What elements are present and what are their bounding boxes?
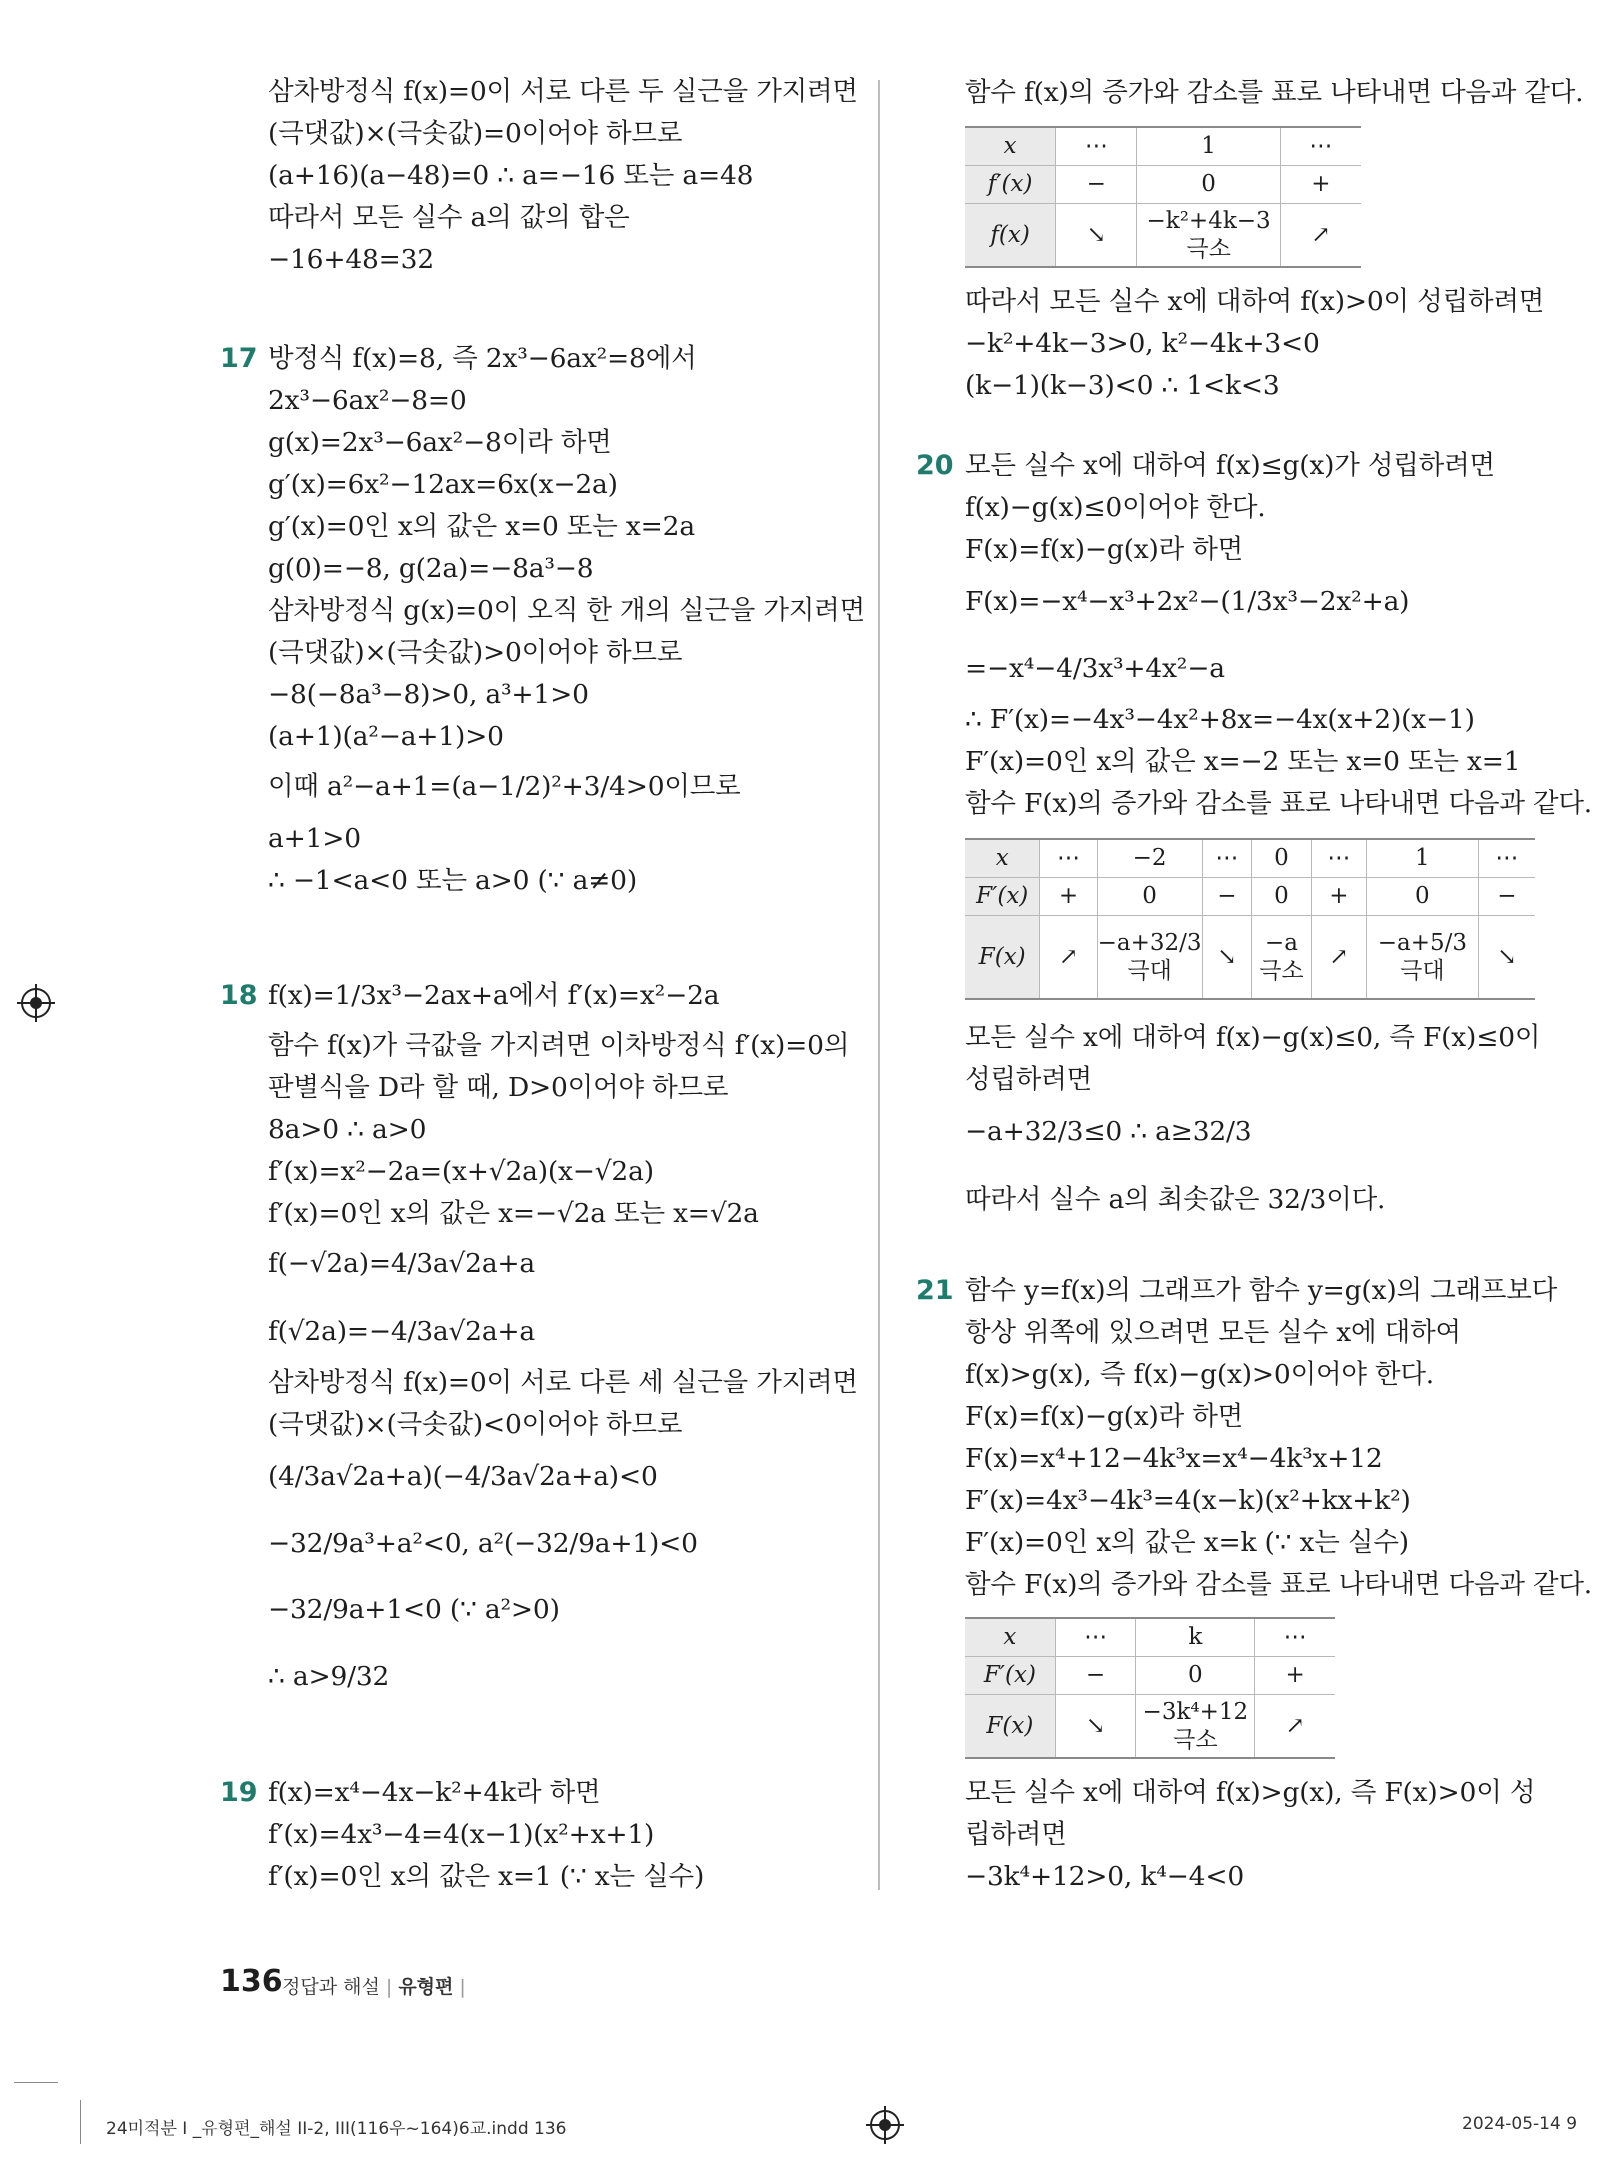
text-line: =−x⁴−4/3x³+4x²−a: [965, 653, 1225, 684]
text-line: 항상 위쪽에 있으려면 모든 실수 x에 대하여: [965, 1317, 1461, 1348]
text-line: g(x)=2x³−6ax²−8이라 하면: [268, 427, 612, 458]
text-line: 이때 a²−a+1=(a−1/2)²+3/4>0이므로: [268, 771, 741, 802]
table-header-cell: f′(x): [965, 165, 1056, 203]
table-header-cell: F(x): [965, 915, 1040, 999]
table-cell-value: −3k⁴+12: [1142, 1698, 1249, 1725]
table-header-cell: x: [965, 839, 1040, 877]
table-cell: [1137, 203, 1280, 267]
table-cell: −: [1202, 877, 1252, 915]
text-line: F(x)=−x⁴−x³+2x²−(1/3x³−2x²+a): [965, 586, 1410, 617]
table-header-cell: x: [965, 127, 1056, 165]
text-line: f′(x)=4x³−4=4(x−1)(x²+x+1): [268, 1819, 655, 1850]
table-cell: [1366, 915, 1478, 999]
text-line: f(x)>g(x), 즉 f(x)−g(x)>0이어야 한다.: [965, 1359, 1435, 1390]
table-cell: +: [1280, 165, 1361, 203]
table-cell: ⋯: [1478, 839, 1535, 877]
text-line: 함수 F(x)의 증가와 감소를 표로 나타내면 다음과 같다.: [965, 1569, 1592, 1600]
text-line: F′(x)=0인 x의 값은 x=−2 또는 x=0 또는 x=1: [965, 746, 1521, 777]
text-line: g′(x)=0인 x의 값은 x=0 또는 x=2a: [268, 511, 695, 542]
text-line: 삼차방정식 f(x)=0이 서로 다른 두 실근을 가지려면: [268, 76, 858, 107]
text-line: ∴ F′(x)=−4x³−4x²+8x=−4x(x+2)(x−1): [965, 704, 1475, 735]
text-line: −k²+4k−3>0, k²−4k+3<0: [965, 328, 1320, 359]
text-line: f(x)=x⁴−4x−k²+4k라 하면: [268, 1777, 601, 1808]
table-cell: 0: [1097, 877, 1202, 915]
problem-number: 17: [220, 343, 258, 374]
table-cell: ⋯: [1202, 839, 1252, 877]
text-line: F′(x)=4x³−4k³=4(x−k)(x²+kx+k²): [965, 1485, 1411, 1516]
table-cell: 0: [1136, 1656, 1255, 1694]
table-cell: [1136, 1694, 1255, 1758]
text-line: −32/9a³+a²<0, a²(−32/9a+1)<0: [268, 1528, 698, 1559]
crop-mark: [14, 2082, 58, 2083]
text-line: 립하려면: [965, 1819, 1067, 1850]
problem-number: 20: [916, 450, 954, 481]
table-cell: ⋯: [1280, 127, 1361, 165]
footer-book-label: 정답과 해설: [282, 1976, 380, 1998]
text-line: f(−√2a)=4/3a√2a+a: [268, 1248, 536, 1279]
table-cell: +: [1255, 1656, 1335, 1694]
column-divider: [878, 80, 880, 1890]
text-line: 모든 실수 x에 대하여 f(x)≤g(x)가 성립하려면: [965, 450, 1495, 481]
text-line: (극댓값)×(극솟값)>0이어야 하므로: [268, 637, 683, 668]
table-cell: −: [1055, 1656, 1136, 1694]
text-line: −a+32/3≤0 ∴ a≥32/3: [965, 1116, 1252, 1147]
table-header-cell: f(x): [965, 203, 1056, 267]
text-line: 함수 f(x)가 극값을 가지려면 이차방정식 f′(x)=0의: [268, 1030, 850, 1061]
table-cell: 1: [1366, 839, 1478, 877]
table-cell-value: −a+32/3: [1097, 929, 1202, 956]
text-line: 모든 실수 x에 대하여 f(x)>g(x), 즉 F(x)>0이 성: [965, 1777, 1536, 1808]
table-cell: 0: [1366, 877, 1478, 915]
text-line: −32/9a+1<0 (∵ a²>0): [268, 1594, 560, 1625]
text-line: F(x)=f(x)−g(x)라 하면: [965, 534, 1244, 565]
text-line: a+1>0: [268, 823, 361, 854]
text-line: ∴ −1<a<0 또는 a>0 (∵ a≠0): [268, 865, 637, 896]
table-cell-note: 극대: [1127, 957, 1172, 984]
text-line: f(√2a)=−4/3a√2a+a: [268, 1316, 536, 1347]
problem-number: 21: [916, 1275, 954, 1306]
text-line: (a+16)(a−48)=0 ∴ a=−16 또는 a=48: [268, 160, 754, 191]
table-cell: 0: [1252, 877, 1312, 915]
crop-mark: [80, 2100, 81, 2144]
table-cell: [1252, 915, 1312, 999]
table-cell: ⋯: [1255, 1618, 1335, 1656]
table-cell: ↗: [1285, 1712, 1305, 1739]
problem-number: 19: [220, 1777, 258, 1808]
text-line: F′(x)=0인 x의 값은 x=k (∵ x는 실수): [965, 1527, 1409, 1558]
text-line: −3k⁴+12>0, k⁴−4<0: [965, 1861, 1244, 1892]
text-line: 삼차방정식 g(x)=0이 오직 한 개의 실근을 가지려면: [268, 595, 865, 626]
table-cell: ⋯: [1056, 127, 1137, 165]
text-line: 함수 F(x)의 증가와 감소를 표로 나타내면 다음과 같다.: [965, 788, 1592, 819]
text-line: g′(x)=6x²−12ax=6x(x−2a): [268, 469, 618, 500]
registration-mark-icon: [870, 2110, 900, 2140]
table-cell: −2: [1097, 839, 1202, 877]
problem-number: 18: [220, 980, 258, 1011]
page-number: 136: [220, 1964, 283, 1999]
table-cell: ↗: [1311, 221, 1331, 248]
table-cell: ↗: [1311, 915, 1366, 999]
table-header-cell: x: [965, 1618, 1055, 1656]
text-line: (극댓값)×(극솟값)=0이어야 하므로: [268, 118, 683, 149]
table-cell: ↗: [1040, 915, 1097, 999]
table-cell: ⋯: [1311, 839, 1366, 877]
table-cell-note: 극소: [1259, 957, 1304, 984]
footer-label: 정답과 해설 | 유형편 |: [282, 1976, 466, 1998]
table-header-cell: F(x): [965, 1694, 1055, 1758]
text-line: F(x)=x⁴+12−4k³x=x⁴−4k³x+12: [965, 1443, 1383, 1474]
text-line: 따라서 모든 실수 a의 값의 합은: [268, 202, 630, 233]
text-line: −8(−8a³−8)>0, a³+1>0: [268, 679, 589, 710]
registration-mark-icon: [21, 988, 51, 1018]
text-line: 함수 y=f(x)의 그래프가 함수 y=g(x)의 그래프보다: [965, 1275, 1558, 1306]
variation-table: [965, 838, 1535, 1000]
text-line: ∴ a>9/32: [268, 1661, 390, 1692]
text-line: (4/3a√2a+a)(−4/3a√2a+a)<0: [268, 1461, 658, 1492]
text-line: f′(x)=x²−2a=(x+√2a)(x−√2a): [268, 1156, 654, 1187]
text-line: 8a>0 ∴ a>0: [268, 1114, 427, 1145]
text-line: 방정식 f(x)=8, 즉 2x³−6ax²=8에서: [268, 343, 697, 374]
text-line: f′(x)=0인 x의 값은 x=−√2a 또는 x=√2a: [268, 1198, 759, 1229]
text-line: 모든 실수 x에 대하여 f(x)−g(x)≤0, 즉 F(x)≤0이: [965, 1022, 1541, 1053]
table-cell: k: [1136, 1618, 1255, 1656]
table-cell: +: [1040, 877, 1097, 915]
text-line: 2x³−6ax²−8=0: [268, 385, 467, 416]
table-cell: ⋯: [1055, 1618, 1136, 1656]
table-cell: +: [1311, 877, 1366, 915]
text-line: 함수 f(x)의 증가와 감소를 표로 나타내면 다음과 같다.: [965, 77, 1584, 108]
table-cell: ⋯: [1040, 839, 1097, 877]
table-cell: ↘: [1202, 915, 1252, 999]
text-line: 성립하려면: [965, 1064, 1092, 1095]
text-line: f(x)−g(x)≤0이어야 한다.: [965, 492, 1266, 523]
table-cell: 0: [1137, 165, 1280, 203]
footer-section-label: 유형편: [398, 1976, 454, 1998]
text-line: (극댓값)×(극솟값)<0이어야 하므로: [268, 1409, 683, 1440]
table-cell: 1: [1137, 127, 1280, 165]
text-line: F(x)=f(x)−g(x)라 하면: [965, 1401, 1244, 1432]
table-cell-note: 극소: [1186, 235, 1231, 262]
table-cell: ↘: [1056, 203, 1137, 267]
table-cell-note: 극소: [1173, 1726, 1218, 1753]
text-line: f(x)=1/3x³−2ax+a에서 f′(x)=x²−2a: [268, 980, 720, 1011]
text-line: 따라서 실수 a의 최솟값은 32/3이다.: [965, 1184, 1386, 1215]
text-line: 판별식을 D라 할 때, D>0이어야 하므로: [268, 1072, 729, 1103]
table-cell-value: −a+5/3: [1377, 929, 1468, 956]
slug-date: 2024-05-14 9: [1462, 2114, 1578, 2134]
table-header-cell: F′(x): [965, 1656, 1055, 1694]
slug-line: 24미적분 I _유형편_해설 II-2, III(116우~164)6교.indd 136: [106, 2119, 567, 2139]
text-line: −16+48=32: [268, 244, 434, 275]
text-line: f′(x)=0인 x의 값은 x=1 (∵ x는 실수): [268, 1861, 705, 1892]
table-cell: −: [1056, 165, 1137, 203]
table-cell: 0: [1252, 839, 1312, 877]
text-line: (a+1)(a²−a+1)>0: [268, 721, 504, 752]
text-line: 삼차방정식 f(x)=0이 서로 다른 세 실근을 가지려면: [268, 1367, 858, 1398]
text-line: (k−1)(k−3)<0 ∴ 1<k<3: [965, 370, 1280, 401]
table-cell: [1097, 915, 1202, 999]
table-cell: −: [1478, 877, 1535, 915]
table-cell-value: −a: [1264, 929, 1298, 956]
text-line: g(0)=−8, g(2a)=−8a³−8: [268, 553, 594, 584]
table-cell-value: −k²+4k−3: [1146, 207, 1271, 234]
variation-table: [965, 126, 1361, 268]
text-line: 따라서 모든 실수 x에 대하여 f(x)>0이 성립하려면: [965, 286, 1545, 317]
table-cell: ↘: [1055, 1694, 1136, 1758]
variation-table: [965, 1617, 1335, 1759]
table-cell-note: 극대: [1400, 957, 1445, 984]
table-header-cell: F′(x): [965, 877, 1040, 915]
table-cell: ↘: [1497, 943, 1517, 970]
